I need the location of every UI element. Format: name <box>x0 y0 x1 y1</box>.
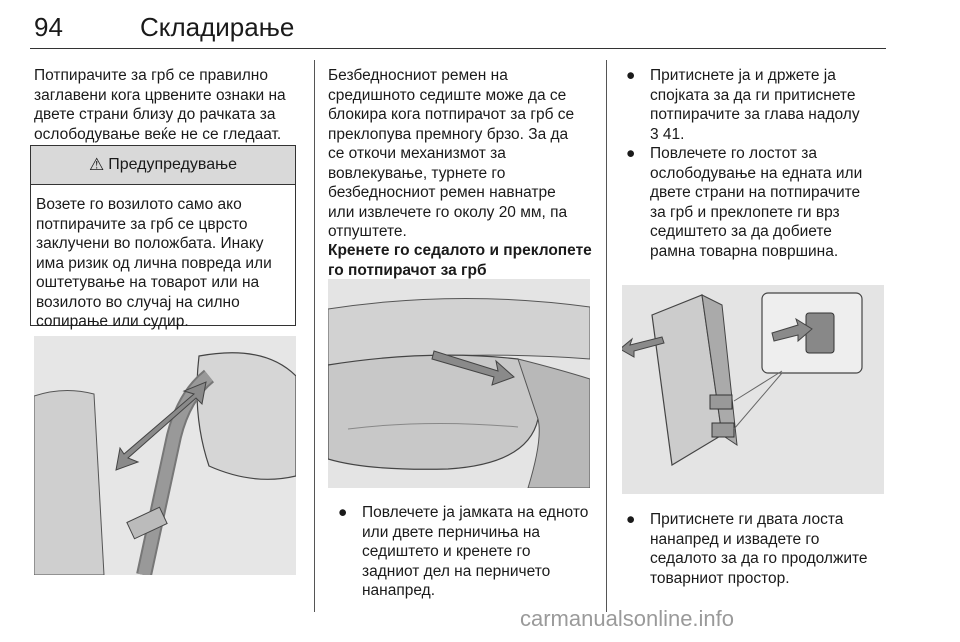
warning-icon: ⚠ <box>88 155 105 174</box>
watermark-footer: carmanualsonline.info <box>520 606 735 631</box>
seat-cushion-illustration <box>328 279 590 488</box>
warning-header <box>31 146 295 185</box>
page-number: 94 <box>34 12 63 42</box>
section-title: Складирање <box>140 12 295 42</box>
warning-text: Возете го возилото само ако потпирачите за грб се цврсто заклучени во положбата. Инаку има ризик од лична повреда или оштетување на товарот или на возилото во случај на силно сопирање или судир. <box>36 196 272 330</box>
page-header <box>30 8 886 48</box>
col1-paragraph: Потпирачите за грб се правилно заглавени кога црвените ознаки на двете страни близу до рачката за ослободување веќе не се гледаат. <box>34 67 286 143</box>
seat-removal-illustration <box>622 285 884 494</box>
column-divider-1 <box>314 60 315 612</box>
bullet-dot: ● <box>338 504 348 521</box>
headrest-belt-illustration <box>34 336 296 575</box>
header-rule <box>30 48 886 49</box>
col2-heading: Кренете го седалото и преклопете го потпирачот за грб <box>328 242 592 279</box>
bullet-dot: ● <box>626 511 636 528</box>
headrest-belt-drawing <box>34 336 296 575</box>
bullet-dot: ● <box>626 67 636 84</box>
column-divider-2 <box>606 60 607 612</box>
page-reference: 3 41. <box>650 125 685 143</box>
seat-cushion-drawing <box>328 279 590 488</box>
bullet-dot: ● <box>626 145 636 162</box>
warning-box <box>30 145 296 330</box>
seat-removal-drawing <box>622 285 884 494</box>
warning-title: Предупредување <box>108 156 238 173</box>
col2-paragraph: Безбедносниот ремен на средишното седиште може да се блокира кога потпирачот за грб се преклопува премногу брзо. За да се откочи механизмот за вовлекување, турнете го безбедносниот ремен навнатре или извлечете го околу 20 мм, па отпуштете. <box>328 67 575 240</box>
